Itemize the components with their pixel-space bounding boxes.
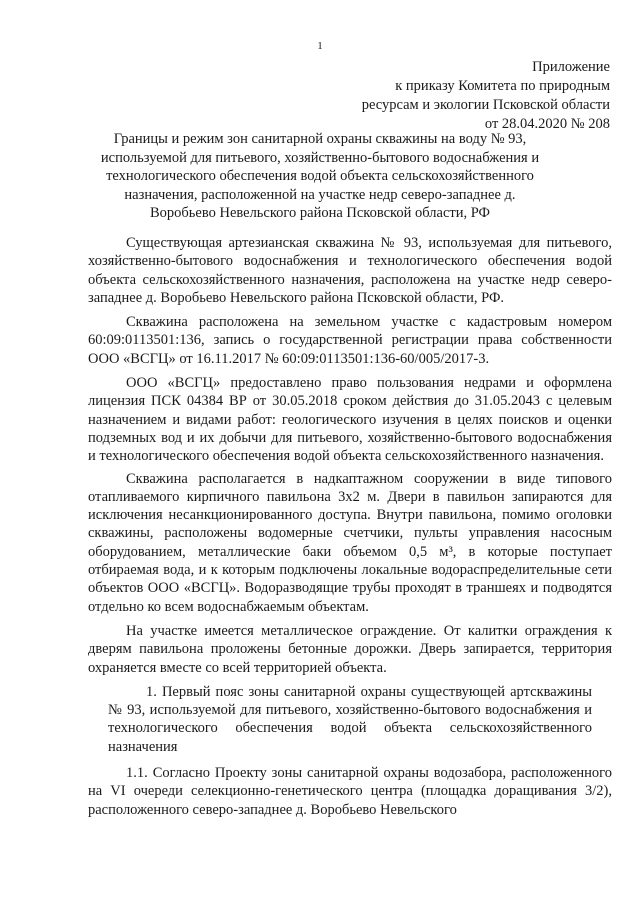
- appendix-line-1: Приложение: [532, 59, 610, 75]
- paragraph-license: ООО «ВСГЦ» предоставлено право пользования недрами и оформлена лицензия ПСК 04384 ВР от 30.05.2018 сроком действия до 31.05.2043 с целевым назначением и видами работ: геологического изучения в целях поисков и оценки подземных вод и их добычи для питьевого, хозяйственно-бытового водоснабжения и технологического обеспечения водой объекта сельскохозяйственного назначения.: [88, 375, 612, 465]
- document-title: Границы и режим зон санитарной охраны скважины на воду № 93, используемой для питьевого, хозяйственно-бытового водоснабжения и технологического обеспечения водой объекта сельскохозяйственного назначения, расположенной на участке недр северо-западнее д. Воробьево Невельского района Псковской области, РФ: [100, 131, 540, 221]
- page-number: 1: [317, 40, 323, 52]
- paragraph-fence: На участке имеется металлическое ограждение. От калитки ограждения к дверям павильона проложены бетонные дорожки. Дверь запирается, территория охраняется вместе со всей территорией объекта.: [88, 622, 612, 676]
- paragraph-well-description: Существующая артезианская скважина № 93, используемая для питьевого, хозяйственно-бытового водоснабжения и технологического обеспечения водой объекта сельскохозяйственного назначения, расположена на участке недр северо-западнее д. Воробьево Невельского района Псковской области, РФ.: [88, 235, 612, 306]
- paragraph-pavilion: Скважина располагается в надкаптажном сооружении в виде типового отапливаемого кирпичного павильона 3х2 м. Двери в павильон запираются для исключения несанкционированного доступа. Внутри павильона, помимо оголовки скважины, расположены водомерные счетчики, пульты управления насосным оборудованием, металлические баки объемом 0,5 м³, в которые поступает отбираемая вода, и к которым подключены локальные водораспределительные сети объектов ООО «ВСГЦ». Водоразводящие трубы проходят в траншеях и подводятся отдельно ко всем водоснабжаемым объектам.: [88, 470, 612, 615]
- section-1-title: 1. Первый пояс зоны санитарной охраны существующей артскважины № 93, используемой для питьевого, хозяйственно-бытового водоснабжения и технологического обеспечения водой объекта сельскохозяйственного назначения: [108, 683, 592, 755]
- appendix-line-4: от 28.04.2020 № 208: [484, 116, 610, 132]
- paragraph-land-plot: Скважина расположена на земельном участке с кадастровым номером 60:09:0113501:136, запись о государственной регистрации права собственности ООО «ВСГЦ» от 16.11.2017 № 60:09:0113501:136-60/005/2017-3.: [88, 314, 612, 367]
- appendix-header: [310, 58, 610, 134]
- item-1-1: 1.1. Согласно Проекту зоны санитарной охраны водозабора, расположенного на VI очереди селекционно-генетического центра (площадка доращивания 3/2), расположенного северо-западнее д. Воробьево Невельского: [88, 765, 612, 818]
- appendix-line-3: ресурсам и экологии Псковской области: [361, 97, 610, 113]
- document-body: [88, 234, 612, 825]
- appendix-line-2: к приказу Комитета по природным: [395, 78, 610, 94]
